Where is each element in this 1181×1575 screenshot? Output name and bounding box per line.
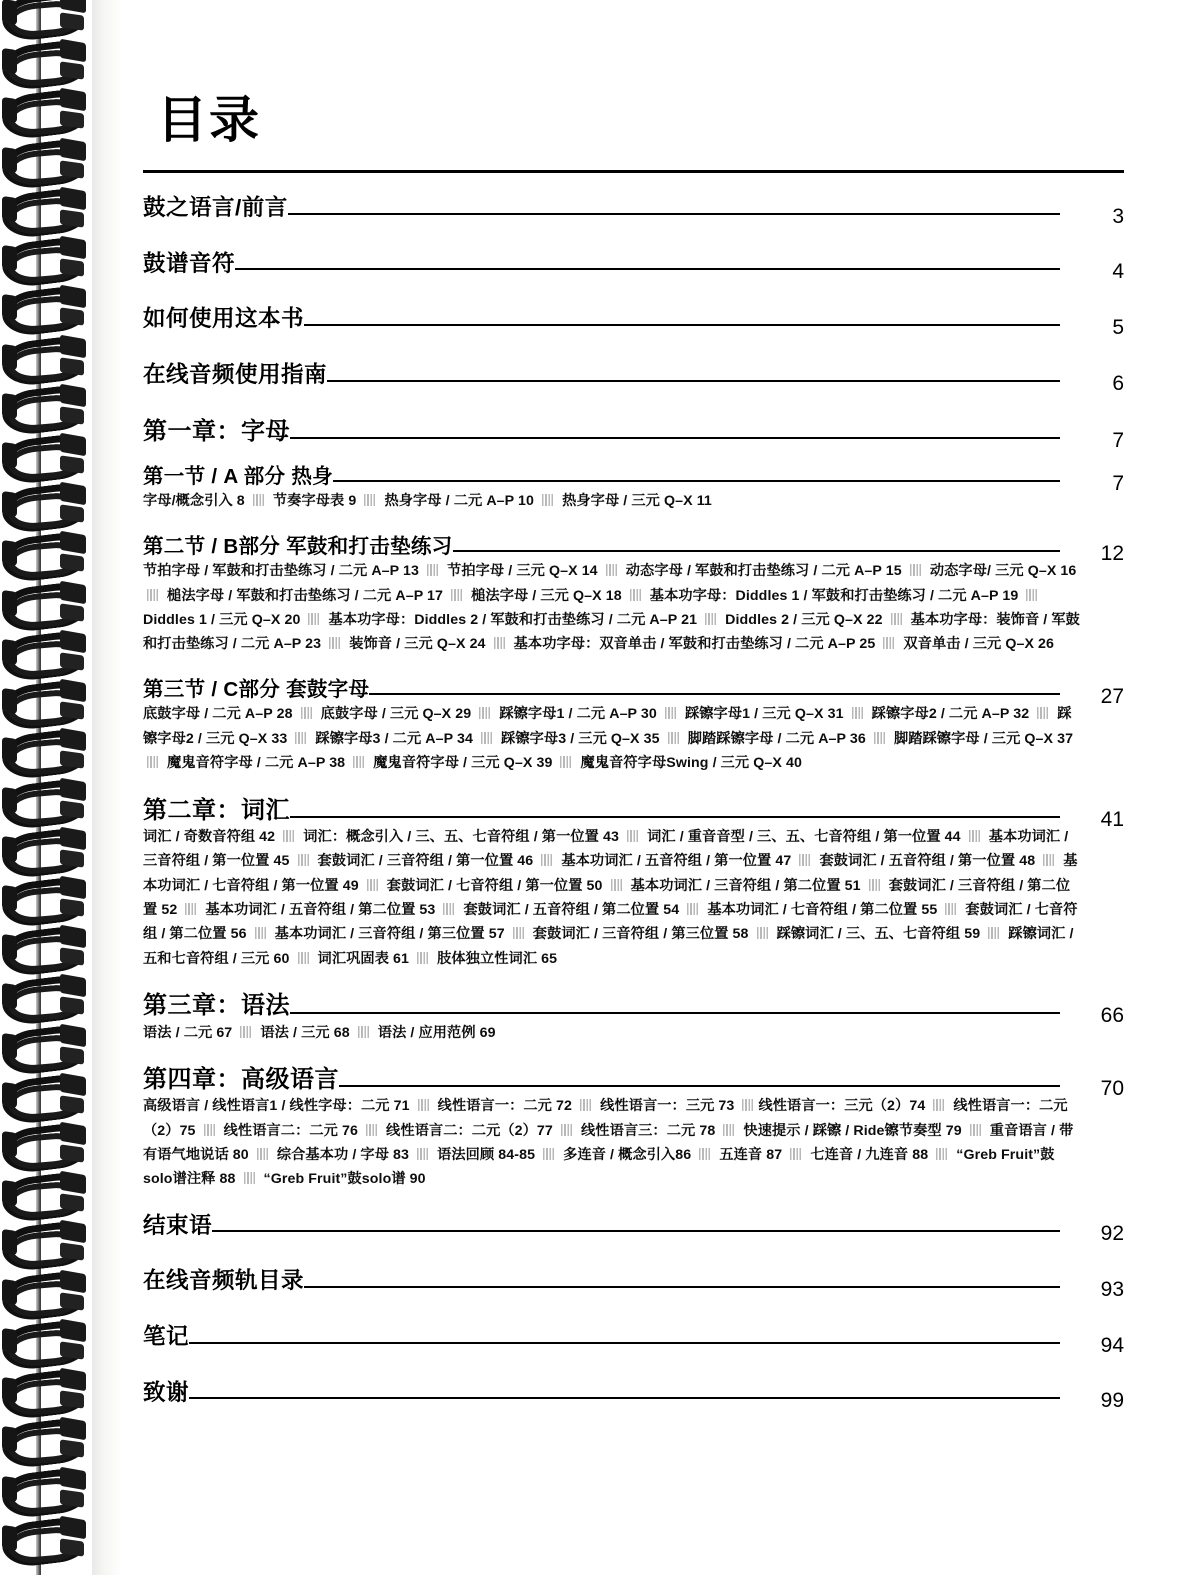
binding-ring	[2, 583, 88, 629]
toc-page-number: 27	[1100, 685, 1124, 709]
binding-ring	[2, 829, 88, 875]
detail-separator-icon	[418, 1099, 430, 1111]
title-divider	[143, 170, 1124, 173]
toc-entry-label: 鼓谱音符	[143, 250, 236, 276]
toc-entry-label: 第一章：字母	[143, 417, 290, 445]
detail-separator-icon	[665, 707, 677, 719]
toc-leader-line	[288, 213, 1060, 215]
toc-page-number: 3	[1112, 204, 1124, 228]
spacer	[143, 971, 1124, 993]
detail-separator-icon	[852, 707, 864, 719]
detail-separator-icon	[298, 952, 310, 964]
toc-entry-line	[143, 677, 1124, 709]
toc-entry-line	[143, 1268, 1124, 1302]
detail-separator-icon	[883, 637, 895, 649]
detail-separator-icon	[668, 732, 680, 744]
detail-separator-icon	[630, 589, 642, 601]
toc-entry-label: 第二节 / B部分 军鼓和打击垫练习	[143, 534, 453, 558]
toc-leader-line	[189, 1397, 1060, 1399]
toc-entry-detail: 高级语言 / 线性语言1 / 线性字母：二元 71 线性语言一：二元 72 线性语言一：三元 73 线性语言一：三元（2）74 线性语言一：二元（2）75 线性语言二：二元 76 线性语言二：二元（2）77 线性语言三：二元 78 快速提示 / 踩镲 / Ride镲节奏型 79 重音语言 / 带有语气地说话 80 综合基本功 / 字母 83 语法回顾 84-85 多连音 / 概念引入86 五连音 87 七连音 / 九连音 88 “Greb Fruit”鼓solo谱注释 88 “Greb Fruit”鼓solo谱 90	[143, 1098, 1074, 1188]
detail-separator-icon	[891, 613, 903, 625]
binding-ring	[2, 1321, 88, 1367]
detail-separator-icon	[1026, 589, 1038, 601]
detail-separator-icon	[451, 589, 463, 601]
spacer	[143, 1423, 1124, 1436]
binding-ring	[2, 140, 88, 186]
toc-entry-line	[143, 1379, 1124, 1413]
toc-page-number: 66	[1100, 1003, 1124, 1027]
toc-leader-line	[453, 550, 1061, 552]
toc-leader-line	[189, 1342, 1060, 1344]
detail-separator-icon	[240, 1026, 252, 1038]
toc-entry-label: 第一节 / A 部分 热身	[143, 464, 333, 488]
toc-entry[interactable]	[143, 466, 1124, 514]
binding-ring	[2, 1419, 88, 1465]
detail-separator-icon	[367, 879, 379, 891]
page-inner-edge	[92, 0, 122, 1575]
spacer	[143, 239, 1124, 252]
spacer	[143, 1192, 1124, 1214]
toc-entry[interactable]	[143, 417, 1124, 452]
binding-ring	[2, 533, 88, 579]
spacer	[143, 776, 1124, 798]
toc-page-number: 99	[1100, 1389, 1124, 1413]
detail-separator-icon	[417, 1148, 429, 1160]
binding-ring	[2, 1026, 88, 1072]
binding-ring	[2, 927, 88, 973]
detail-separator-icon	[606, 564, 618, 576]
detail-separator-icon	[1043, 854, 1055, 866]
toc-entry-label: 第二章：词汇	[143, 796, 290, 824]
toc-entry[interactable]	[143, 1324, 1124, 1357]
binding-ring	[2, 0, 88, 38]
detail-separator-icon	[910, 564, 922, 576]
detail-separator-icon	[542, 494, 554, 506]
detail-separator-icon	[295, 732, 307, 744]
toc-entry-line	[143, 361, 1124, 395]
detail-separator-icon	[627, 830, 639, 842]
toc-page-number: 92	[1100, 1222, 1124, 1246]
detail-separator-icon	[329, 637, 341, 649]
toc-entry-line	[143, 534, 1124, 566]
toc-entry[interactable]	[143, 1379, 1124, 1413]
detail-separator-icon	[301, 707, 313, 719]
detail-separator-icon	[481, 732, 493, 744]
toc-entry-line	[143, 1065, 1124, 1101]
binding-ring	[2, 780, 88, 826]
toc-entry-detail: 语法 / 二元 67 语法 / 三元 68 语法 / 应用范例 69	[143, 1024, 496, 1041]
detail-separator-icon	[799, 854, 811, 866]
table-of-contents	[143, 196, 1124, 1436]
toc-entry-label: 结束语	[143, 1212, 213, 1238]
detail-separator-icon	[185, 903, 197, 915]
toc-entry-label: 在线音频使用指南	[143, 361, 328, 387]
binding-ring	[2, 386, 88, 432]
detail-separator-icon	[933, 1099, 945, 1111]
spacer	[143, 514, 1124, 536]
detail-separator-icon	[561, 1124, 573, 1136]
toc-page-number: 7	[1112, 428, 1124, 452]
detail-separator-icon	[147, 756, 159, 768]
toc-entry[interactable]	[143, 250, 1124, 284]
binding-ring	[2, 730, 88, 776]
detail-separator-icon	[705, 613, 717, 625]
binding-ring	[2, 976, 88, 1022]
detail-separator-icon	[494, 637, 506, 649]
toc-entry-label: 致谢	[143, 1379, 190, 1405]
toc-page-number: 5	[1112, 315, 1124, 339]
toc-entry-label: 如何使用这本书	[143, 306, 305, 332]
toc-entry[interactable]	[143, 1212, 1124, 1246]
detail-separator-icon	[723, 1124, 735, 1136]
toc-entry-label: 笔记	[143, 1324, 190, 1350]
spacer	[143, 1368, 1124, 1381]
toc-page-number: 12	[1100, 542, 1124, 566]
toc-leader-line	[304, 1286, 1060, 1288]
toc-entry[interactable]	[143, 536, 1124, 657]
detail-separator-icon	[790, 1148, 802, 1160]
detail-separator-icon	[257, 1148, 269, 1160]
detail-separator-icon	[945, 903, 957, 915]
detail-separator-icon	[366, 1124, 378, 1136]
detail-separator-icon	[699, 1148, 711, 1160]
spacer	[143, 1312, 1124, 1325]
toc-entry-line	[143, 796, 1124, 831]
detail-separator-icon	[1037, 707, 1049, 719]
detail-separator-icon	[988, 927, 1000, 939]
toc-entry-label: 第三章：语法	[143, 992, 290, 1020]
detail-separator-icon	[443, 903, 455, 915]
toc-leader-line	[290, 816, 1060, 818]
binding-ring	[2, 484, 88, 530]
toc-leader-line	[369, 693, 1060, 695]
binding-ring	[2, 238, 88, 284]
binding-ring	[2, 681, 88, 727]
detail-separator-icon	[147, 589, 159, 601]
toc-entry-detail: 节拍字母 / 军鼓和打击垫练习 / 二元 A–P 13 节拍字母 / 三元 Q–X 14 动态字母 / 军鼓和打击垫练习 / 二元 A–P 15 动态字母/ 三元 Q–X 16 槌法字母 / 军鼓和打击垫练习 / 二元 A–P 17 槌法字母 / 三元 Q–X 18 基本功字母：Diddles 1 / 军鼓和打击垫练习 / 二元 A–P 19 Diddles 1 / 三元 Q–X 20 基本功字母：Diddles 2 / 军鼓和打击垫练习 / 二元 A–P 21 Diddles 2 / 三元 Q–X 22 基本功字母：装饰音 / 军鼓和打击垫练习 / 二元 A–P 23 装饰音 / 三元 Q–X 24 基本功字母：双音单击 / 军鼓和打击垫练习 / 二元 A–P 25 双音单击 / 三元 Q–X 26	[143, 563, 1080, 653]
binding-ring	[2, 1075, 88, 1121]
toc-leader-line	[235, 268, 1060, 270]
toc-entry-line	[143, 306, 1124, 339]
toc-page-number: 4	[1112, 260, 1124, 284]
binding-ring	[2, 1173, 88, 1219]
toc-entry[interactable]	[143, 361, 1124, 395]
toc-entry-detail: 词汇 / 奇数音符组 42 词汇：概念引入 / 三、五、七音符组 / 第一位置 43 词汇 / 重音音型 / 三、五、七音符组 / 第一位置 44 基本功词汇 / 三音符组 / 第一位置 45 套鼓词汇 / 三音符组 / 第一位置 46 基本功词汇 / 五音符组 / 第一位置 47 套鼓词汇 / 五音符组 / 第一位置 48 基本功词汇 / 七音符组 / 第一位置 49 套鼓词汇 / 七音符组 / 第一位置 50 基本功词汇 / 三音符组 / 第二位置 51 套鼓词汇 / 三音符组 / 第二位置 52 基本功词汇 / 五音符组 / 第二位置 53 套鼓词汇 / 五音符组 / 第二位置 54 基本功词汇 / 七音符组 / 第二位置 55 套鼓词汇 / 七音符组 / 第二位置 56 基本功词汇 / 三音符组 / 第三位置 57 套鼓词汇 / 三音符组 / 第三位置 58 踩镲词汇 / 三、五、七音符组 59 踩镲词汇 / 五和七音符组 / 三元 60 词汇巩固表 61 肢体独立性词汇 65	[143, 828, 1078, 967]
detail-separator-icon	[687, 903, 699, 915]
detail-separator-icon	[611, 879, 623, 891]
detail-separator-icon	[417, 952, 429, 964]
binding-ring	[2, 632, 88, 678]
toc-entry-line	[143, 417, 1124, 452]
toc-leader-line	[290, 1012, 1060, 1014]
spacer	[143, 444, 1124, 466]
detail-separator-icon	[244, 1172, 256, 1184]
detail-separator-icon	[255, 927, 267, 939]
detail-separator-icon	[742, 1099, 754, 1111]
detail-separator-icon	[970, 1124, 982, 1136]
toc-entry-label: 鼓之语言/前言	[143, 195, 288, 220]
binding-ring	[2, 337, 88, 383]
toc-entry[interactable]	[143, 798, 1124, 972]
toc-entry[interactable]	[143, 195, 1124, 228]
spiral-binding	[0, 0, 120, 1575]
toc-entry-line	[143, 250, 1124, 284]
toc-page-number: 41	[1100, 807, 1124, 831]
toc-leader-line	[212, 1230, 1060, 1232]
binding-ring	[2, 435, 88, 481]
detail-separator-icon	[757, 927, 769, 939]
detail-separator-icon	[874, 732, 886, 744]
detail-separator-icon	[513, 927, 525, 939]
binding-ring	[2, 1370, 88, 1416]
binding-ring	[2, 90, 88, 136]
binding-ring	[2, 287, 88, 333]
detail-separator-icon	[204, 1124, 216, 1136]
toc-entry[interactable]	[143, 1067, 1124, 1192]
toc-entry[interactable]	[143, 993, 1124, 1045]
detail-separator-icon	[479, 707, 491, 719]
detail-separator-icon	[869, 879, 881, 891]
spacer	[143, 350, 1124, 363]
detail-separator-icon	[936, 1148, 948, 1160]
binding-ring	[2, 1469, 88, 1515]
detail-separator-icon	[560, 756, 572, 768]
toc-entry-line	[143, 1324, 1124, 1357]
detail-separator-icon	[364, 494, 376, 506]
binding-ring	[2, 189, 88, 235]
detail-separator-icon	[353, 756, 365, 768]
toc-entry-label: 第四章：高级语言	[143, 1065, 339, 1093]
binding-ring	[2, 1124, 88, 1170]
binding-ring	[2, 1518, 88, 1564]
toc-page-number: 94	[1100, 1333, 1124, 1357]
toc-entry-detail: 字母/概念引入 8 节奏字母表 9 热身字母 / 二元 A–P 10 热身字母 / 三元 Q–X 11	[143, 493, 712, 510]
binding-ring	[2, 878, 88, 924]
toc-leader-line	[333, 480, 1060, 482]
binding-ring	[2, 1222, 88, 1268]
detail-separator-icon	[283, 830, 295, 842]
toc-page-number: 6	[1112, 371, 1124, 395]
detail-separator-icon	[969, 830, 981, 842]
detail-separator-icon	[298, 854, 310, 866]
toc-leader-line	[327, 380, 1060, 382]
toc-entry-label: 第三节 / C部分 套鼓字母	[143, 677, 370, 701]
toc-entry-detail: 底鼓字母 / 二元 A–P 28 底鼓字母 / 三元 Q–X 29 踩镲字母1 / 二元 A–P 30 踩镲字母1 / 三元 Q–X 31 踩镲字母2 / 二元 A–P 32 踩镲字母2 / 三元 Q–X 33 踩镲字母3 / 二元 A–P 34 踩镲字母3 / 三元 Q–X 35 脚踏踩镲字母 / 二元 A–P 36 脚踏踩镲字母 / 三元 Q–X 37 魔鬼音符字母 / 二元 A–P 38 魔鬼音符字母 / 三元 Q–X 39 魔鬼音符字母Swing / 三元 Q–X 40	[143, 706, 1074, 772]
toc-leader-line	[290, 437, 1060, 439]
detail-separator-icon	[543, 1148, 555, 1160]
toc-entry[interactable]	[143, 306, 1124, 339]
page-content	[143, 0, 1128, 1575]
toc-page-number: 7	[1112, 472, 1124, 496]
toc-entry-line	[143, 1212, 1124, 1246]
binding-ring	[2, 1272, 88, 1318]
toc-page-number: 70	[1100, 1077, 1124, 1101]
binding-ring	[2, 41, 88, 87]
toc-entry[interactable]	[143, 1268, 1124, 1302]
detail-separator-icon	[253, 494, 265, 506]
spacer	[143, 406, 1124, 419]
toc-entry-label: 在线音频轨目录	[143, 1268, 305, 1294]
detail-separator-icon	[427, 564, 439, 576]
toc-entry-line	[143, 992, 1124, 1027]
spacer	[143, 657, 1124, 679]
toc-leader-line	[304, 324, 1060, 326]
detail-separator-icon	[580, 1099, 592, 1111]
detail-separator-icon	[308, 613, 320, 625]
detail-separator-icon	[541, 854, 553, 866]
page-title: 目录	[157, 92, 261, 148]
detail-separator-icon	[358, 1026, 370, 1038]
toc-page-number: 93	[1100, 1278, 1124, 1302]
toc-entry-line	[143, 464, 1124, 496]
toc-entry-line	[143, 195, 1124, 228]
toc-entry[interactable]	[143, 679, 1124, 776]
toc-leader-line	[339, 1085, 1060, 1087]
spacer	[143, 1045, 1124, 1067]
